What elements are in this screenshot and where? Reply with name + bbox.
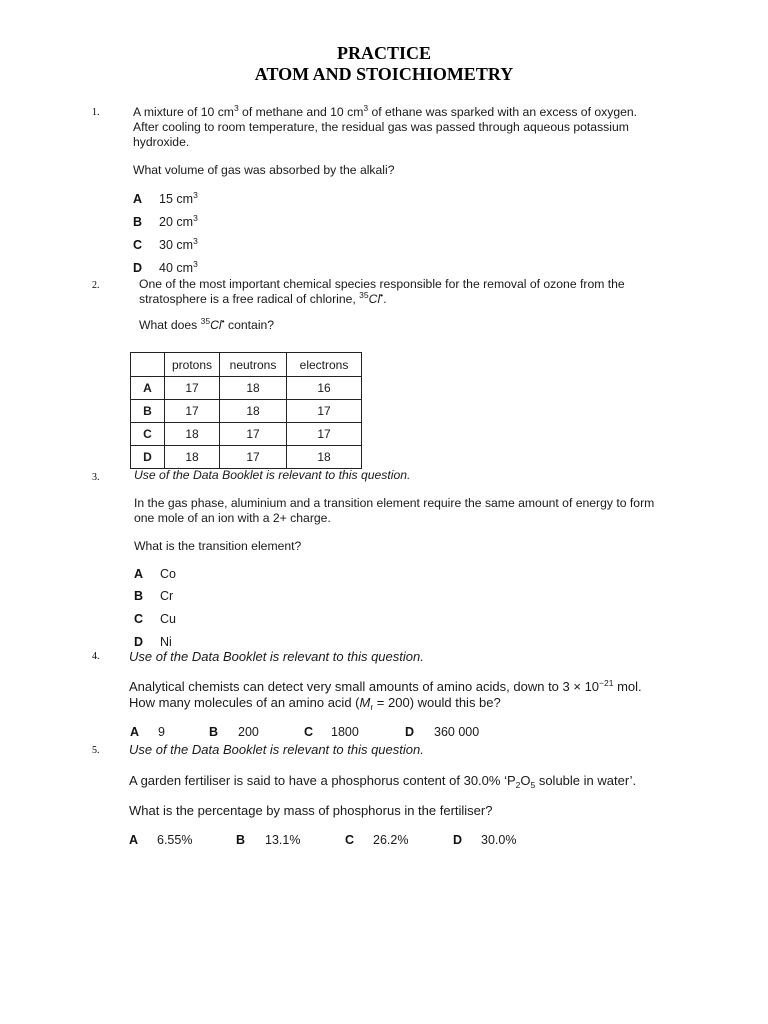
- question-4-note: Use of the Data Booklet is relevant to this question.: [129, 649, 424, 664]
- table-cell-electrons: 17: [287, 423, 362, 446]
- question-1-stem-line2: After cooling to room temperature, the residual gas was passed through aqueous potassium: [133, 120, 629, 134]
- table-row-letter[interactable]: A: [131, 377, 165, 400]
- question-5-prompt: What is the percentage by mass of phosphorus in the fertiliser?: [129, 803, 493, 818]
- table-header-row: [131, 353, 362, 377]
- question-3-option-d-letter[interactable]: D: [134, 635, 144, 649]
- question-1-option-b-letter[interactable]: B: [133, 215, 143, 229]
- question-5-option-c-letter[interactable]: C: [345, 833, 355, 847]
- question-5-number: 5.: [92, 745, 100, 756]
- question-1-option-d-letter[interactable]: D: [133, 261, 143, 275]
- question-5-option-c[interactable]: 26.2%: [373, 833, 409, 847]
- table-cell-neutrons: 18: [220, 400, 287, 423]
- question-5-option-a[interactable]: 6.55%: [157, 833, 193, 847]
- question-2-number: 2.: [92, 280, 100, 291]
- table-row[interactable]: [131, 423, 362, 446]
- question-4-option-d-letter[interactable]: D: [405, 725, 415, 739]
- question-4-option-b-letter[interactable]: B: [209, 725, 219, 739]
- question-1-stem-line3: hydroxide.: [133, 135, 190, 149]
- question-5-option-d[interactable]: 30.0%: [481, 833, 517, 847]
- question-2-stem-line1: One of the most important chemical species responsible for the removal of ozone from the: [139, 277, 625, 291]
- table-cell-protons: 17: [165, 400, 220, 423]
- table-header-blank: [131, 353, 165, 377]
- page-title-line2: ATOM AND STOICHIOMETRY: [254, 64, 514, 84]
- question-1-option-c[interactable]: 30 $cm^3$: [159, 236, 198, 252]
- table-header-protons: protons: [165, 353, 220, 377]
- question-3-stem-line1: In the gas phase, aluminium and a transition element require the same amount of energy to form: [134, 496, 655, 510]
- question-1-option-a-letter[interactable]: A: [133, 192, 143, 206]
- table-cell-protons: 18: [165, 423, 220, 446]
- question-2-answer-table: [130, 352, 362, 469]
- question-5-option-b-letter[interactable]: B: [236, 833, 246, 847]
- table-row-letter[interactable]: B: [131, 400, 165, 423]
- question-3-option-b[interactable]: Cr: [160, 589, 174, 603]
- table-cell-protons: 17: [165, 377, 220, 400]
- question-1-number: 1.: [92, 107, 100, 118]
- question-3-stem-line2: one mole of an ion with a 2+ charge.: [134, 511, 331, 525]
- question-4-option-a-letter[interactable]: A: [130, 725, 140, 739]
- question-2-prompt: What does $^{35}$Cl• contain?: [139, 316, 275, 332]
- question-4-option-c[interactable]: 1800: [331, 725, 359, 739]
- question-4-option-a[interactable]: 9: [158, 725, 165, 739]
- question-5-option-a-letter[interactable]: A: [129, 833, 139, 847]
- question-4-option-b[interactable]: 200: [238, 725, 259, 739]
- table-cell-neutrons: 17: [220, 446, 287, 469]
- table-cell-neutrons: 17: [220, 423, 287, 446]
- question-3-option-a-letter[interactable]: A: [134, 567, 144, 581]
- question-1-option-b[interactable]: 20 $cm^3$: [159, 213, 198, 229]
- question-1-prompt: What volume of gas was absorbed by the alkali?: [133, 163, 395, 177]
- question-1-stem-line1: A mixture of 10 $cm^3$ of methane and 10 $cm^3$ of ethane was sparked with an excess of oxygen.: [133, 103, 638, 119]
- question-1-option-d[interactable]: 40 $cm^3$: [159, 259, 198, 275]
- table-row-letter[interactable]: D: [131, 446, 165, 469]
- table-cell-electrons: 16: [287, 377, 362, 400]
- question-3-option-c-letter[interactable]: C: [134, 612, 144, 626]
- page-title-line1: PRACTICE: [336, 43, 431, 63]
- question-4-stem-line2: How many molecules of an amino acid $(M_r = 200)$ would this be?: [129, 695, 501, 712]
- question-1-option-c-letter[interactable]: C: [133, 238, 143, 252]
- table-row[interactable]: [131, 446, 362, 469]
- question-2-stem-line2: stratosphere is a free radical of chlorine, $^{35}$Cl•.: [139, 290, 387, 306]
- table-row-letter[interactable]: C: [131, 423, 165, 446]
- table-header-electrons: electrons: [287, 353, 362, 377]
- question-3-option-b-letter[interactable]: B: [134, 589, 144, 603]
- question-1-option-a[interactable]: 15 $cm^3$: [159, 190, 198, 206]
- question-4-number: 4.: [92, 651, 100, 662]
- question-5-option-d-letter[interactable]: D: [453, 833, 463, 847]
- question-3-note: Use of the Data Booklet is relevant to this question.: [134, 468, 411, 482]
- table-cell-protons: 18: [165, 446, 220, 469]
- question-4-option-c-letter[interactable]: C: [304, 725, 314, 739]
- question-5-option-b[interactable]: 13.1%: [265, 833, 301, 847]
- question-4-stem-line1: Analytical chemists can detect very small amounts of amino acids, down to $3 \times 10^{-21}$ mol.: [129, 678, 642, 694]
- table-row[interactable]: [131, 400, 362, 423]
- question-5-note: Use of the Data Booklet is relevant to this question.: [129, 742, 424, 757]
- table-cell-electrons: 18: [287, 446, 362, 469]
- table-cell-electrons: 17: [287, 400, 362, 423]
- question-5-stem: A garden fertiliser is said to have a phosphorus content of 30.0% ‘$P_2O_5$ soluble in water’.: [129, 773, 637, 790]
- question-3-option-a[interactable]: Co: [160, 567, 176, 581]
- question-3-option-d[interactable]: Ni: [160, 635, 172, 649]
- question-3-option-c[interactable]: Cu: [160, 612, 176, 626]
- question-4-option-d[interactable]: 360 000: [434, 725, 480, 739]
- table-header-neutrons: neutrons: [220, 353, 287, 377]
- table-row[interactable]: [131, 377, 362, 400]
- table-cell-neutrons: 18: [220, 377, 287, 400]
- question-3-prompt: What is the transition element?: [134, 539, 302, 553]
- question-3-number: 3.: [92, 472, 100, 483]
